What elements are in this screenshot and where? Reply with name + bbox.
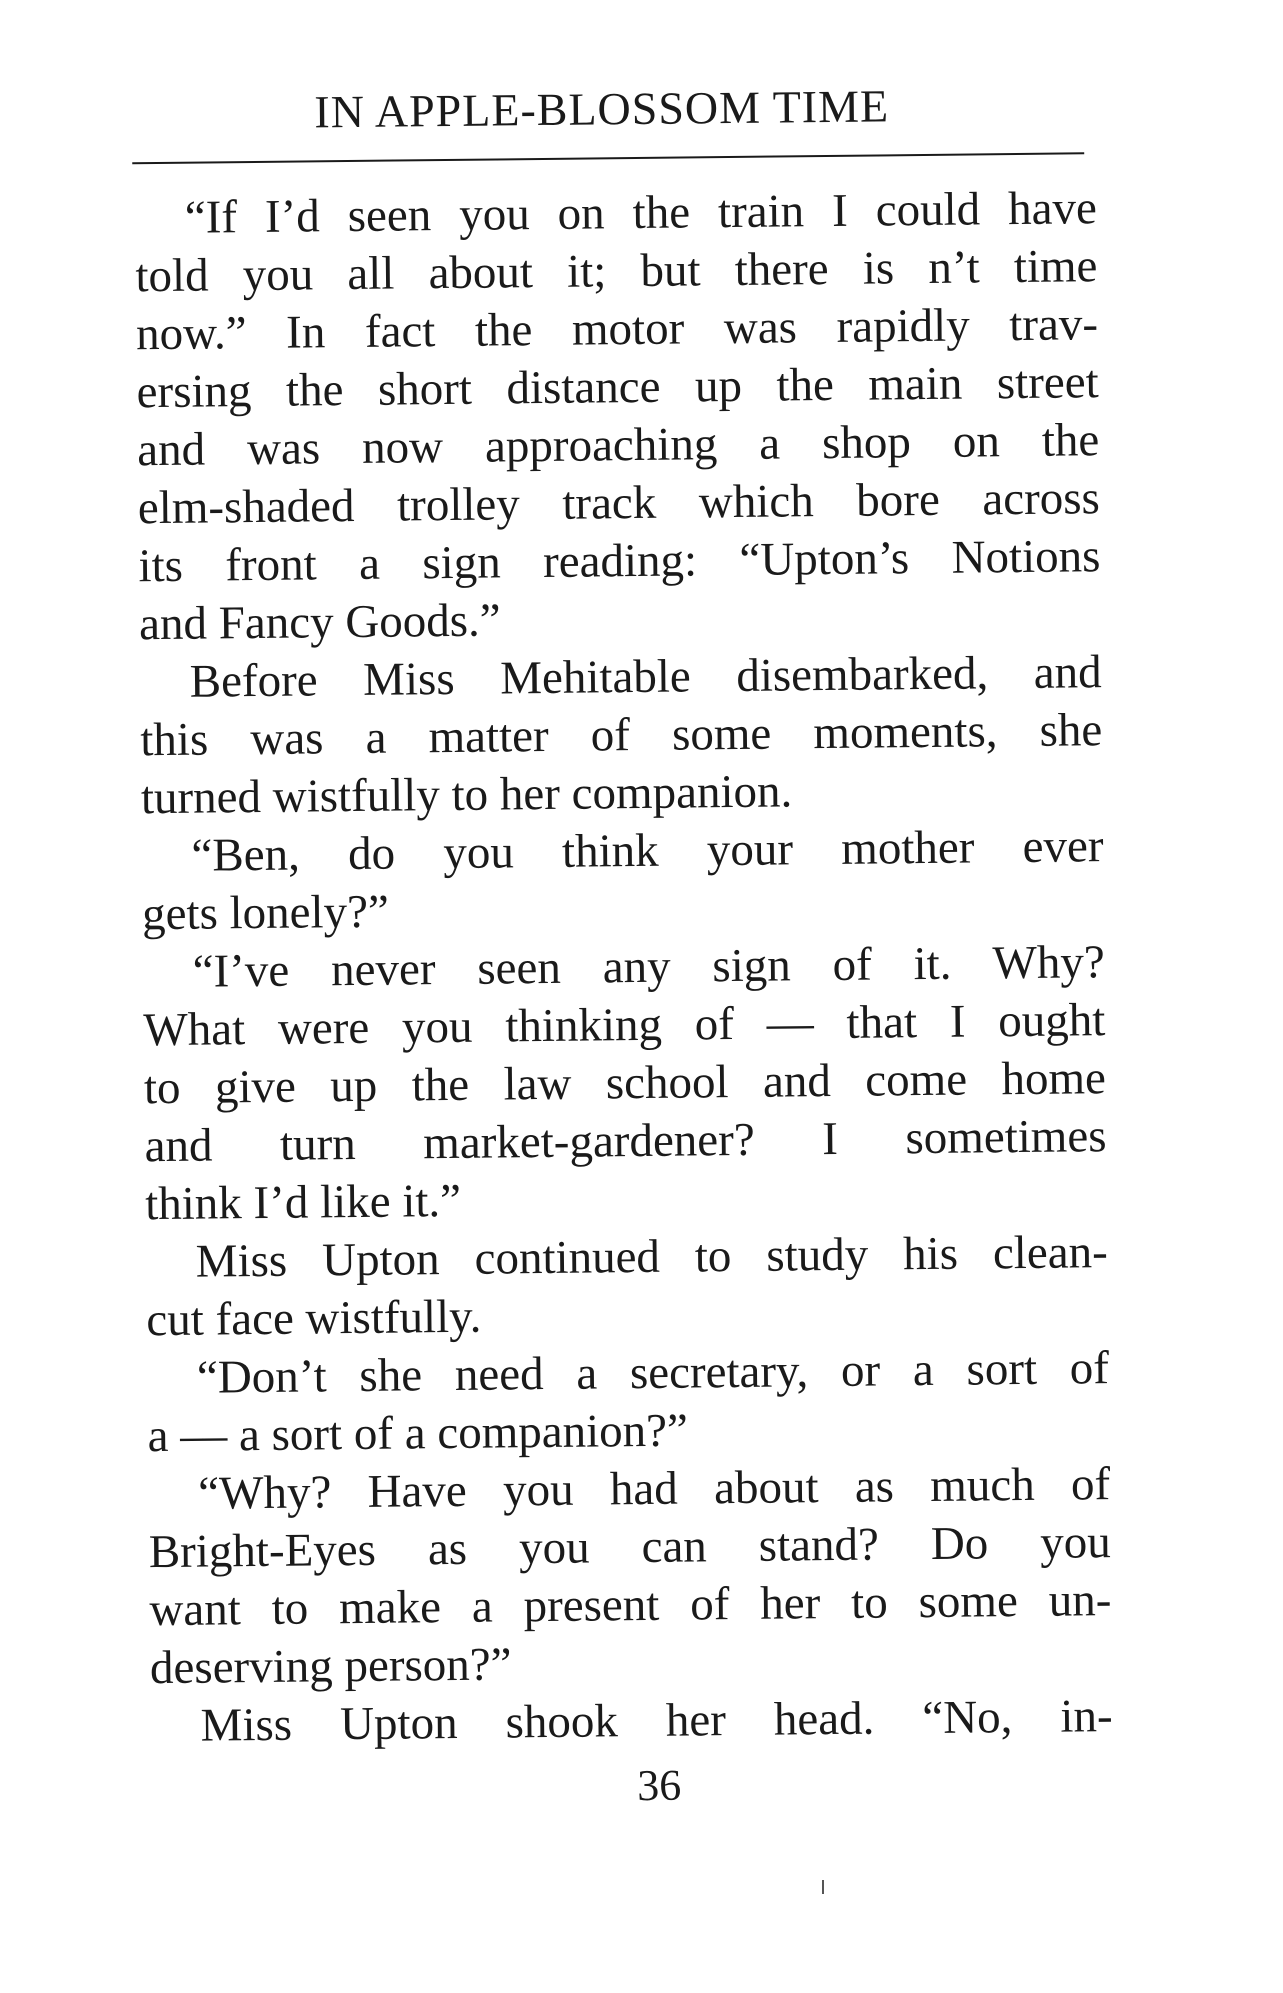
text-line: want to make a present of her to some un- bbox=[149, 1574, 1112, 1637]
text-line: Miss Upton continued to study his clean- bbox=[195, 1226, 1108, 1288]
page-number: 36 bbox=[637, 1760, 682, 1811]
text-line: told you all about it; but there is n’t time bbox=[135, 240, 1098, 303]
text-line: “Why? Have you had about as much of bbox=[197, 1458, 1111, 1520]
text-line: What were you thinking of — that I ought bbox=[143, 994, 1106, 1057]
text-line: “Ben, do you think your mother ever bbox=[191, 820, 1104, 882]
text-line: Before Miss Mehitable disembarked, and bbox=[189, 646, 1102, 708]
text-line: now.” In fact the motor was rapidly trav- bbox=[135, 298, 1099, 361]
text-line: Bright-Eyes as you can stand? Do you bbox=[148, 1516, 1112, 1579]
text-line: and was now approaching a shop on the bbox=[136, 414, 1100, 477]
text-line: think I’d like it.” bbox=[144, 1174, 462, 1231]
header-rule bbox=[132, 152, 1084, 164]
text-line: and Fancy Goods.” bbox=[138, 594, 501, 651]
text-line: this was a matter of some moments, she bbox=[140, 704, 1103, 767]
text-line: Miss Upton shook her head. “No, in- bbox=[200, 1690, 1113, 1752]
text-line: cut face wistfully. bbox=[146, 1290, 482, 1347]
text-line: elm-shaded trolley track which bore across bbox=[137, 472, 1101, 535]
text-line: to give up the law school and come home bbox=[143, 1052, 1107, 1115]
text-line: a — a sort of a companion?” bbox=[147, 1404, 689, 1463]
print-speck bbox=[822, 1880, 824, 1894]
text-line: “If I’d seen you on the train I could have bbox=[184, 182, 1098, 244]
text-line: “Don’t she need a secretary, or a sort of bbox=[196, 1342, 1110, 1404]
text-line: its front a sign reading: “Upton’s Notions bbox=[138, 530, 1101, 593]
text-line: and turn market-gardener? I sometimes bbox=[144, 1110, 1107, 1173]
running-head-title: IN APPLE-BLOSSOM TIME bbox=[314, 80, 890, 138]
body-text bbox=[135, 179, 1113, 1755]
text-line: deserving person?” bbox=[149, 1638, 512, 1695]
text-line: gets lonely?” bbox=[141, 885, 390, 941]
text-line: turned wistfully to her companion. bbox=[140, 765, 793, 825]
text-line: ersing the short distance up the main street bbox=[136, 356, 1099, 419]
text-line: “I’ve never seen any sign of it. Why? bbox=[192, 936, 1105, 998]
